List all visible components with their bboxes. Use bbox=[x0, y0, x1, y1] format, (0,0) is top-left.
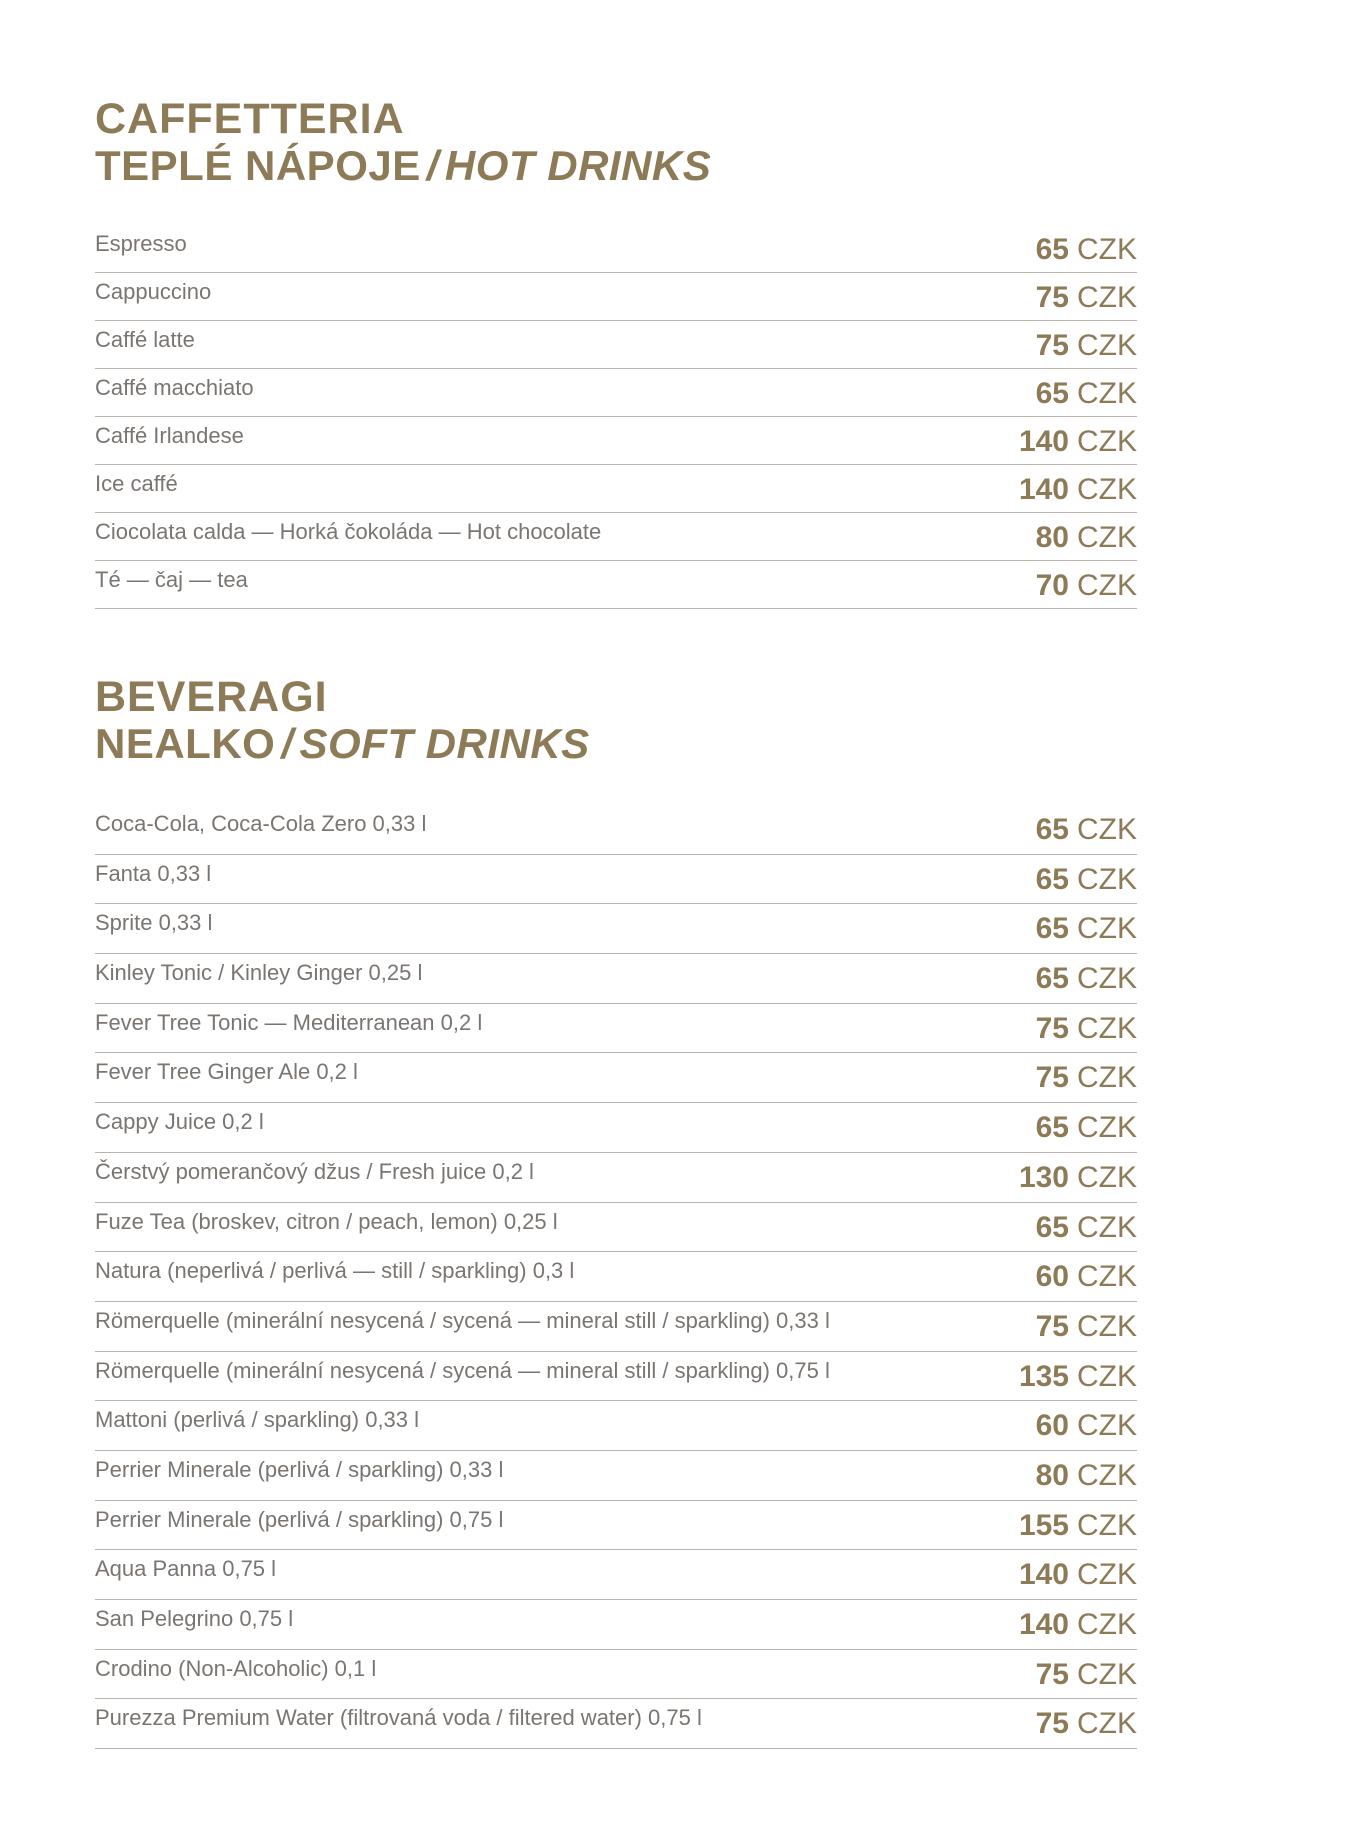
subtitle-english: SOFT DRINKS bbox=[299, 720, 590, 767]
price-currency: CZK bbox=[1077, 1359, 1137, 1393]
item-price bbox=[1036, 1111, 1137, 1145]
list-item bbox=[95, 1451, 1137, 1501]
price-currency: CZK bbox=[1077, 1111, 1137, 1145]
price-amount: 65 bbox=[1035, 233, 1069, 266]
item-price bbox=[1036, 1061, 1137, 1095]
price-currency: CZK bbox=[1077, 1458, 1137, 1492]
list-item bbox=[95, 1650, 1137, 1700]
price-amount: 140 bbox=[1018, 425, 1069, 458]
item-price bbox=[1019, 1360, 1137, 1394]
item-price bbox=[1019, 425, 1137, 459]
price-currency: CZK bbox=[1077, 1011, 1137, 1045]
price-currency: CZK bbox=[1077, 425, 1137, 458]
subtitle-separator: / bbox=[426, 142, 439, 189]
item-name: Espresso bbox=[95, 231, 187, 256]
price-currency: CZK bbox=[1077, 1061, 1137, 1095]
list-item bbox=[95, 1600, 1137, 1650]
price-amount: 60 bbox=[1035, 1260, 1069, 1294]
price-amount: 140 bbox=[1018, 473, 1069, 506]
list-item bbox=[95, 369, 1137, 417]
list-item bbox=[95, 513, 1137, 561]
price-currency: CZK bbox=[1077, 962, 1137, 996]
price-currency: CZK bbox=[1077, 569, 1137, 602]
item-price bbox=[1036, 1459, 1137, 1493]
price-amount: 75 bbox=[1035, 1657, 1069, 1691]
list-item bbox=[95, 1053, 1137, 1103]
price-currency: CZK bbox=[1077, 1657, 1137, 1691]
price-amount: 140 bbox=[1018, 1608, 1069, 1641]
item-name: Ice caffé bbox=[95, 471, 178, 496]
subtitle-local: NEALKO bbox=[95, 720, 276, 767]
item-price bbox=[1036, 1707, 1137, 1741]
list-item bbox=[95, 321, 1137, 369]
price-amount: 65 bbox=[1035, 912, 1069, 946]
price-amount: 65 bbox=[1035, 1210, 1069, 1244]
item-name: Natura (neperlivá / perlivá — still / sparkling) 0,3 l bbox=[95, 1258, 575, 1284]
price-amount: 65 bbox=[1035, 813, 1069, 846]
price-amount: 155 bbox=[1018, 1508, 1069, 1542]
item-name: Purezza Premium Water (filtrovaná voda / filtered water) 0,75 l bbox=[95, 1705, 702, 1731]
price-amount: 135 bbox=[1018, 1359, 1069, 1393]
item-name: Čerstvý pomerančový džus / Fresh juice 0,2 l bbox=[95, 1158, 534, 1184]
item-name: Perrier Minerale (perlivá / sparkling) 0,33 l bbox=[95, 1456, 504, 1482]
item-price bbox=[1036, 1310, 1137, 1344]
item-name: Té — čaj — tea bbox=[95, 567, 248, 592]
item-price bbox=[1019, 1509, 1137, 1543]
price-amount: 80 bbox=[1035, 521, 1069, 554]
list-item bbox=[95, 1004, 1137, 1054]
subtitle-separator: / bbox=[281, 720, 294, 767]
item-name: Fuze Tea (broskev, citron / peach, lemon) 0,25 l bbox=[95, 1208, 558, 1234]
section-title: BEVERAGI bbox=[95, 673, 328, 721]
list-item bbox=[95, 1252, 1137, 1302]
list-item bbox=[95, 1302, 1137, 1352]
item-price bbox=[1036, 329, 1137, 363]
price-currency: CZK bbox=[1077, 862, 1137, 896]
item-price bbox=[1036, 521, 1137, 555]
price-amount: 75 bbox=[1035, 329, 1069, 362]
price-amount: 75 bbox=[1035, 1707, 1069, 1741]
item-price bbox=[1036, 1260, 1137, 1294]
item-name: San Pelegrino 0,75 l bbox=[95, 1606, 294, 1631]
item-price bbox=[1036, 1211, 1137, 1245]
list-item bbox=[95, 1501, 1137, 1551]
list-item bbox=[95, 1352, 1137, 1402]
item-price bbox=[1019, 1161, 1137, 1195]
price-currency: CZK bbox=[1077, 1508, 1137, 1542]
list-item bbox=[95, 1203, 1137, 1253]
list-item bbox=[95, 465, 1137, 513]
item-price bbox=[1036, 863, 1137, 897]
price-currency: CZK bbox=[1077, 1309, 1137, 1343]
section-title: CAFFETTERIA bbox=[95, 95, 405, 143]
price-currency: CZK bbox=[1077, 1160, 1137, 1194]
section-subtitle bbox=[95, 143, 1137, 189]
price-amount: 65 bbox=[1035, 862, 1069, 896]
item-name: Römerquelle (minerální nesycená / sycená — mineral still / sparkling) 0,33 l bbox=[95, 1307, 830, 1333]
price-currency: CZK bbox=[1077, 377, 1137, 410]
soft-drinks-section bbox=[95, 673, 1137, 1749]
item-name: Caffé macchiato bbox=[95, 375, 254, 400]
price-currency: CZK bbox=[1077, 1260, 1137, 1294]
hot-drinks-list bbox=[95, 225, 1137, 609]
price-currency: CZK bbox=[1077, 1210, 1137, 1244]
subtitle-local: TEPLÉ NÁPOJE bbox=[95, 142, 421, 189]
list-item bbox=[95, 805, 1137, 855]
price-amount: 70 bbox=[1035, 569, 1069, 602]
item-name: Perrier Minerale (perlivá / sparkling) 0,75 l bbox=[95, 1506, 504, 1532]
list-item bbox=[95, 1401, 1137, 1451]
item-name: Römerquelle (minerální nesycená / sycená — mineral still / sparkling) 0,75 l bbox=[95, 1357, 830, 1383]
item-price bbox=[1036, 377, 1137, 411]
item-price bbox=[1019, 1558, 1137, 1592]
item-name: Crodino (Non-Alcoholic) 0,1 l bbox=[95, 1655, 377, 1681]
item-name: Fanta 0,33 l bbox=[95, 860, 212, 886]
price-currency: CZK bbox=[1077, 329, 1137, 362]
price-currency: CZK bbox=[1077, 1608, 1137, 1641]
price-currency: CZK bbox=[1077, 521, 1137, 554]
price-amount: 65 bbox=[1035, 1111, 1069, 1145]
list-item bbox=[95, 417, 1137, 465]
price-amount: 80 bbox=[1035, 1458, 1069, 1492]
price-amount: 75 bbox=[1035, 1061, 1069, 1095]
price-currency: CZK bbox=[1077, 1409, 1137, 1443]
item-price bbox=[1036, 962, 1137, 996]
item-name: Ciocolata calda — Horká čokoláda — Hot chocolate bbox=[95, 519, 602, 544]
item-price bbox=[1019, 1608, 1137, 1642]
item-name: Fever Tree Ginger Ale 0,2 l bbox=[95, 1059, 358, 1085]
price-currency: CZK bbox=[1077, 1558, 1137, 1592]
price-currency: CZK bbox=[1077, 233, 1137, 266]
list-item bbox=[95, 225, 1137, 273]
section-subtitle bbox=[95, 721, 1137, 767]
item-name: Cappy Juice 0,2 l bbox=[95, 1109, 264, 1135]
price-currency: CZK bbox=[1077, 1707, 1137, 1741]
price-currency: CZK bbox=[1077, 473, 1137, 506]
item-price bbox=[1036, 281, 1137, 315]
item-price bbox=[1036, 233, 1137, 267]
price-amount: 65 bbox=[1035, 377, 1069, 410]
item-name: Sprite 0,33 l bbox=[95, 910, 213, 936]
price-amount: 140 bbox=[1018, 1558, 1069, 1592]
list-item bbox=[95, 1699, 1137, 1749]
hot-drinks-section bbox=[95, 95, 1137, 609]
subtitle-english: HOT DRINKS bbox=[444, 142, 712, 189]
item-price bbox=[1036, 1658, 1137, 1692]
price-currency: CZK bbox=[1077, 912, 1137, 946]
list-item bbox=[95, 273, 1137, 321]
price-currency: CZK bbox=[1077, 813, 1137, 846]
price-amount: 75 bbox=[1035, 281, 1069, 314]
item-name: Mattoni (perlivá / sparkling) 0,33 l bbox=[95, 1407, 420, 1433]
item-price bbox=[1019, 473, 1137, 507]
item-name: Caffé latte bbox=[95, 327, 195, 352]
price-amount: 60 bbox=[1035, 1409, 1069, 1443]
price-amount: 75 bbox=[1035, 1011, 1069, 1045]
item-price bbox=[1036, 813, 1137, 847]
list-item bbox=[95, 561, 1137, 609]
item-name: Fever Tree Tonic — Mediterranean 0,2 l bbox=[95, 1009, 483, 1035]
item-name: Caffé Irlandese bbox=[95, 423, 244, 448]
item-name: Aqua Panna 0,75 l bbox=[95, 1556, 277, 1582]
list-item bbox=[95, 855, 1137, 905]
list-item bbox=[95, 954, 1137, 1004]
list-item bbox=[95, 1153, 1137, 1203]
price-amount: 75 bbox=[1035, 1309, 1069, 1343]
soft-drinks-list bbox=[95, 805, 1137, 1749]
list-item bbox=[95, 904, 1137, 954]
list-item bbox=[95, 1103, 1137, 1153]
price-currency: CZK bbox=[1077, 281, 1137, 314]
list-item bbox=[95, 1550, 1137, 1600]
item-price bbox=[1036, 1012, 1137, 1046]
item-name: Coca-Cola, Coca-Cola Zero 0,33 l bbox=[95, 811, 427, 836]
item-name: Kinley Tonic / Kinley Ginger 0,25 l bbox=[95, 960, 423, 986]
item-price bbox=[1036, 912, 1137, 946]
item-price bbox=[1036, 1409, 1137, 1443]
item-name: Cappuccino bbox=[95, 279, 212, 304]
item-price bbox=[1036, 569, 1137, 603]
price-amount: 130 bbox=[1018, 1160, 1069, 1194]
price-amount: 65 bbox=[1035, 962, 1069, 996]
